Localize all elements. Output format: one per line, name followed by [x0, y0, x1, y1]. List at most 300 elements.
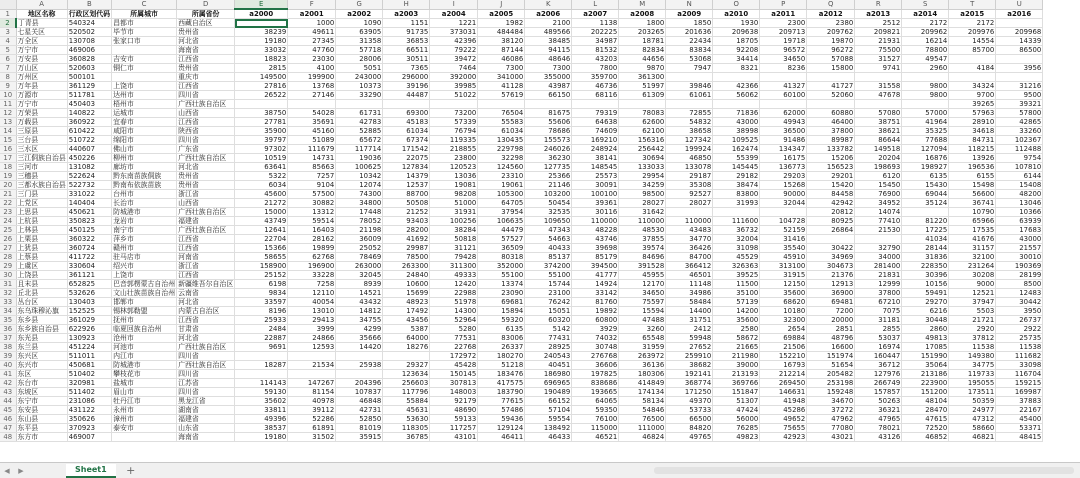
- cell[interactable]: 35600: [760, 289, 807, 298]
- cell[interactable]: 12913: [807, 280, 855, 289]
- cell[interactable]: 21272: [235, 199, 288, 208]
- cell[interactable]: 26737: [996, 316, 1043, 325]
- cell[interactable]: 西藏自治区: [177, 19, 235, 28]
- cell[interactable]: 394500: [572, 262, 619, 271]
- cell[interactable]: 东区: [16, 370, 67, 379]
- cell[interactable]: 13926: [949, 154, 996, 163]
- cell[interactable]: 30422: [807, 244, 855, 253]
- cell[interactable]: 30116: [572, 208, 619, 217]
- cell[interactable]: 77688: [902, 136, 949, 145]
- column-header-f[interactable]: F: [288, 0, 336, 9]
- row-number[interactable]: 22: [0, 199, 16, 208]
- row-number[interactable]: 44: [0, 397, 16, 406]
- cell[interactable]: 长治市: [112, 199, 177, 208]
- cell[interactable]: 14339: [996, 37, 1043, 46]
- cell[interactable]: 47760: [288, 46, 336, 55]
- cell[interactable]: [713, 100, 760, 109]
- cell[interactable]: 柳州市: [112, 154, 177, 163]
- cell[interactable]: 47962: [807, 415, 855, 424]
- cell[interactable]: 47488: [619, 316, 666, 325]
- cell[interactable]: [619, 100, 666, 109]
- cell[interactable]: 37800: [855, 289, 902, 298]
- cell[interactable]: 47424: [713, 406, 760, 415]
- cell[interactable]: [996, 73, 1043, 82]
- cell[interactable]: 368774: [666, 379, 713, 388]
- cell[interactable]: 65548: [619, 334, 666, 343]
- column-header-i[interactable]: I: [430, 0, 478, 9]
- cell[interactable]: 46433: [525, 433, 572, 442]
- cell[interactable]: 26337: [478, 343, 525, 352]
- cell[interactable]: 49547: [902, 55, 949, 64]
- cell[interactable]: 119733: [949, 370, 996, 379]
- cell[interactable]: 万安县: [16, 55, 67, 64]
- cell[interactable]: 53068: [666, 55, 713, 64]
- cell[interactable]: 39112: [288, 406, 336, 415]
- cell[interactable]: 76500: [619, 415, 666, 424]
- cell[interactable]: 511011: [67, 352, 111, 361]
- row-number[interactable]: 13: [0, 118, 16, 127]
- cell[interactable]: 23030: [288, 55, 336, 64]
- cell[interactable]: 63939: [996, 217, 1043, 226]
- cell[interactable]: 巴音郭楞蒙古自治州: [113, 280, 176, 288]
- column-header-t[interactable]: T: [949, 0, 996, 9]
- cell[interactable]: 达州市: [112, 91, 177, 100]
- cell[interactable]: 469007: [67, 433, 111, 442]
- cell[interactable]: 17492: [383, 307, 430, 316]
- cell[interactable]: 47965: [855, 415, 902, 424]
- cell[interactable]: 229798: [478, 145, 525, 154]
- cell[interactable]: 8500: [996, 280, 1043, 289]
- cell[interactable]: 39321: [996, 100, 1043, 109]
- cell[interactable]: 44656: [619, 55, 666, 64]
- cell[interactable]: 85663: [288, 163, 336, 172]
- cell[interactable]: [235, 100, 288, 109]
- cell[interactable]: 240543: [525, 352, 572, 361]
- cell[interactable]: 23800: [430, 154, 478, 163]
- cell[interactable]: 27345: [288, 37, 336, 46]
- cell[interactable]: 5503: [949, 307, 996, 316]
- cell[interactable]: 29987: [383, 244, 430, 253]
- cell[interactable]: 134347: [760, 145, 807, 154]
- cell[interactable]: 10342: [336, 172, 383, 181]
- cell[interactable]: 漳州市: [112, 415, 177, 424]
- cell[interactable]: 53733: [666, 406, 713, 415]
- cell[interactable]: 32100: [949, 253, 996, 262]
- cell[interactable]: 42366: [713, 82, 760, 91]
- cell[interactable]: 1930: [713, 19, 760, 28]
- cell[interactable]: 58484: [666, 298, 713, 307]
- cell[interactable]: 文山壮族苗族自治州: [113, 289, 176, 297]
- cell[interactable]: 361029: [67, 316, 111, 325]
- row-number[interactable]: 43: [0, 388, 16, 397]
- row-number[interactable]: 41: [0, 370, 16, 379]
- cell[interactable]: 永州市: [112, 406, 177, 415]
- cell[interactable]: 39574: [619, 244, 666, 253]
- cell[interactable]: 28910: [949, 118, 996, 127]
- cell[interactable]: 78500: [383, 253, 430, 262]
- cell[interactable]: 66511: [383, 46, 430, 55]
- cell[interactable]: 183790: [478, 388, 525, 397]
- cell[interactable]: 76794: [430, 127, 478, 136]
- cell[interactable]: 160447: [855, 352, 902, 361]
- cell[interactable]: 60320: [525, 316, 572, 325]
- cell[interactable]: 19061: [478, 181, 525, 190]
- header-cell[interactable]: a2004: [430, 9, 478, 19]
- cell[interactable]: 43987: [525, 82, 572, 91]
- cell[interactable]: 52159: [760, 226, 807, 235]
- cell[interactable]: 16214: [902, 37, 949, 46]
- header-cell[interactable]: a2005: [478, 9, 525, 19]
- cell[interactable]: 6155: [949, 172, 996, 181]
- cell[interactable]: 34618: [949, 127, 996, 136]
- cell[interactable]: 13768: [288, 82, 336, 91]
- cell[interactable]: 42783: [336, 118, 383, 127]
- cell[interactable]: 281400: [855, 262, 902, 271]
- cell[interactable]: 201636: [666, 28, 713, 37]
- cell[interactable]: 21530: [855, 226, 902, 235]
- cell[interactable]: 31157: [949, 244, 996, 253]
- cell[interactable]: 13046: [996, 199, 1043, 208]
- cell[interactable]: 57963: [949, 109, 996, 118]
- column-header-l[interactable]: L: [572, 0, 619, 9]
- cell[interactable]: 30748: [572, 343, 619, 352]
- cell[interactable]: 51218: [478, 361, 525, 370]
- header-cell[interactable]: a2009: [666, 9, 713, 19]
- cell[interactable]: 45400: [996, 415, 1043, 424]
- cell[interactable]: 44479: [478, 226, 525, 235]
- cell[interactable]: [288, 370, 336, 379]
- cell[interactable]: 49813: [902, 334, 949, 343]
- cell[interactable]: 贵州省: [177, 172, 235, 181]
- cell[interactable]: 60880: [807, 109, 855, 118]
- cell[interactable]: 147267: [288, 379, 336, 388]
- cell[interactable]: 11538: [996, 343, 1043, 352]
- cell[interactable]: 36009: [336, 235, 383, 244]
- cell[interactable]: 53037: [855, 334, 902, 343]
- cell[interactable]: 124560: [478, 163, 525, 172]
- cell[interactable]: 84820: [666, 424, 713, 433]
- cell[interactable]: 838686: [572, 379, 619, 388]
- cell[interactable]: 6120: [855, 172, 902, 181]
- cell[interactable]: 36712: [855, 361, 902, 370]
- row-number[interactable]: 34: [0, 307, 16, 316]
- add-sheet-button[interactable]: +: [126, 464, 136, 477]
- cell[interactable]: 47312: [949, 415, 996, 424]
- cell[interactable]: 110000: [572, 217, 619, 226]
- cell[interactable]: 296000: [383, 73, 430, 82]
- cell[interactable]: 35325: [902, 127, 949, 136]
- cell[interactable]: 341000: [478, 73, 525, 82]
- cell[interactable]: 万山区: [16, 64, 67, 73]
- cell[interactable]: 32044: [760, 199, 807, 208]
- cell[interactable]: 36732: [713, 226, 760, 235]
- cell[interactable]: [112, 46, 177, 55]
- cell[interactable]: 41676: [949, 235, 996, 244]
- cell[interactable]: 1138: [572, 19, 619, 28]
- cell[interactable]: 36900: [807, 289, 855, 298]
- cell[interactable]: 42731: [336, 406, 383, 415]
- cell[interactable]: 43746: [572, 235, 619, 244]
- cell[interactable]: 49396: [235, 415, 288, 424]
- cell[interactable]: 21557: [996, 244, 1043, 253]
- cell[interactable]: 河北省: [177, 37, 235, 46]
- cell[interactable]: [383, 100, 430, 109]
- cell[interactable]: 12593: [288, 343, 336, 352]
- cell[interactable]: 14400: [666, 307, 713, 316]
- cell[interactable]: 10373: [336, 82, 383, 91]
- cell[interactable]: 133033: [619, 163, 666, 172]
- cell[interactable]: 27146: [288, 91, 336, 100]
- row-number[interactable]: 12: [0, 109, 16, 118]
- cell[interactable]: 51000: [430, 199, 478, 208]
- cell[interactable]: 上虞区: [16, 262, 67, 271]
- row-number[interactable]: 1: [0, 9, 16, 19]
- cell[interactable]: 511781: [67, 91, 111, 100]
- cell[interactable]: 4184: [949, 64, 996, 73]
- cell[interactable]: 71836: [713, 109, 760, 118]
- cell[interactable]: 15498: [949, 181, 996, 190]
- cell[interactable]: 320981: [67, 379, 111, 388]
- cell[interactable]: 46501: [666, 271, 713, 280]
- cell[interactable]: 45428: [430, 361, 478, 370]
- cell[interactable]: 30448: [902, 316, 949, 325]
- cell[interactable]: 7200: [807, 307, 855, 316]
- cell[interactable]: 15450: [855, 181, 902, 190]
- cell[interactable]: 129124: [478, 424, 525, 433]
- cell[interactable]: 79428: [430, 253, 478, 262]
- cell[interactable]: 83006: [478, 334, 525, 343]
- cell[interactable]: 149518: [855, 145, 902, 154]
- cell[interactable]: 16403: [288, 226, 336, 235]
- cell[interactable]: 48104: [902, 397, 949, 406]
- cell[interactable]: 243000: [336, 73, 383, 82]
- cell[interactable]: 151990: [902, 352, 949, 361]
- cell[interactable]: [807, 235, 855, 244]
- cell[interactable]: 20204: [855, 154, 902, 163]
- row-number[interactable]: 4: [0, 37, 16, 46]
- cell[interactable]: 59350: [572, 406, 619, 415]
- cell[interactable]: 31098: [713, 244, 760, 253]
- cell[interactable]: 228350: [902, 262, 949, 271]
- cell[interactable]: 511402: [67, 388, 111, 397]
- cell[interactable]: 龙岩市: [112, 217, 177, 226]
- cell[interactable]: 213186: [902, 370, 949, 379]
- cell[interactable]: 15206: [807, 154, 855, 163]
- cell[interactable]: 53630: [383, 415, 430, 424]
- cell[interactable]: 49943: [760, 118, 807, 127]
- cell[interactable]: 上犹县: [16, 244, 67, 253]
- cell[interactable]: 96572: [760, 46, 807, 55]
- cell[interactable]: 21721: [949, 316, 996, 325]
- cell[interactable]: 16600: [807, 343, 855, 352]
- cell[interactable]: 43000: [996, 235, 1043, 244]
- cell[interactable]: 41948: [760, 397, 807, 406]
- cell[interactable]: 140822: [67, 109, 111, 118]
- cell[interactable]: 49823: [713, 433, 760, 442]
- cell[interactable]: 6135: [902, 172, 949, 181]
- column-header-m[interactable]: M: [619, 0, 666, 9]
- cell[interactable]: 3260: [619, 325, 666, 334]
- cell[interactable]: 156316: [619, 136, 666, 145]
- cell[interactable]: [572, 100, 619, 109]
- cell[interactable]: 62768: [288, 253, 336, 262]
- cell[interactable]: 22434: [666, 37, 713, 46]
- cell[interactable]: 55884: [383, 397, 430, 406]
- cell[interactable]: 江西省: [177, 316, 235, 325]
- cell[interactable]: 169210: [572, 136, 619, 145]
- cell[interactable]: 39265: [949, 100, 996, 109]
- cell[interactable]: 76242: [525, 298, 572, 307]
- header-cell[interactable]: a2016: [996, 9, 1043, 19]
- cell[interactable]: [855, 73, 902, 82]
- cell[interactable]: 51997: [619, 82, 666, 91]
- cell[interactable]: 9870: [619, 64, 666, 73]
- cell[interactable]: 74300: [336, 190, 383, 199]
- cell[interactable]: 52964: [430, 316, 478, 325]
- cell[interactable]: 廊坊市: [112, 163, 177, 172]
- cell[interactable]: 河北省: [177, 163, 235, 172]
- cell[interactable]: 28199: [996, 271, 1043, 280]
- cell[interactable]: 55606: [525, 118, 572, 127]
- cell[interactable]: 44487: [383, 91, 430, 100]
- cell[interactable]: 158900: [235, 262, 288, 271]
- cell[interactable]: 6135: [478, 325, 525, 334]
- cell[interactable]: 东兴区: [16, 352, 67, 361]
- cell[interactable]: 20000: [807, 316, 855, 325]
- cell[interactable]: 上党区: [16, 199, 67, 208]
- cell[interactable]: 万全区: [16, 37, 67, 46]
- cell[interactable]: 78052: [336, 217, 383, 226]
- cell[interactable]: 156523: [807, 163, 855, 172]
- cell[interactable]: 117257: [430, 424, 478, 433]
- row-number[interactable]: 42: [0, 379, 16, 388]
- cell[interactable]: 9834: [235, 289, 288, 298]
- cell[interactable]: 河北省: [177, 298, 235, 307]
- cell[interactable]: 36785: [383, 433, 430, 442]
- cell[interactable]: 100256: [430, 217, 478, 226]
- column-header-e[interactable]: E: [235, 0, 288, 9]
- cell[interactable]: 39361: [572, 199, 619, 208]
- cell[interactable]: 46736: [572, 82, 619, 91]
- cell[interactable]: 360922: [67, 118, 111, 127]
- cell[interactable]: 148545: [572, 163, 619, 172]
- cell[interactable]: 攀枝花市: [112, 370, 177, 379]
- cell[interactable]: 85137: [525, 253, 572, 262]
- column-header-o[interactable]: O: [713, 0, 760, 9]
- cell[interactable]: 46821: [949, 433, 996, 442]
- cell[interactable]: 55100: [525, 271, 572, 280]
- sheet-tab-sheet1[interactable]: Sheet1: [66, 464, 116, 478]
- cell[interactable]: 28144: [902, 244, 949, 253]
- cell[interactable]: 33228: [288, 271, 336, 280]
- cell[interactable]: 三穗县: [16, 172, 67, 181]
- cell[interactable]: 140404: [67, 199, 111, 208]
- cell[interactable]: 355000: [525, 73, 572, 82]
- cell[interactable]: 36136: [619, 361, 666, 370]
- cell[interactable]: 50263: [855, 397, 902, 406]
- cell[interactable]: 56062: [713, 91, 760, 100]
- cell[interactable]: 39985: [430, 82, 478, 91]
- cell[interactable]: 54028: [288, 109, 336, 118]
- cell[interactable]: [902, 208, 949, 217]
- cell[interactable]: 10600: [383, 280, 430, 289]
- cell[interactable]: 56600: [949, 190, 996, 199]
- cell[interactable]: 43483: [666, 226, 713, 235]
- cell[interactable]: 25735: [996, 334, 1043, 343]
- cell[interactable]: 12483: [996, 289, 1043, 298]
- cell[interactable]: 16974: [855, 343, 902, 352]
- column-header-h[interactable]: H: [383, 0, 430, 9]
- cell[interactable]: 45631: [383, 406, 430, 415]
- cell[interactable]: 24840: [383, 271, 430, 280]
- cell[interactable]: 3956: [996, 64, 1043, 73]
- cell[interactable]: 31181: [855, 316, 902, 325]
- cell[interactable]: 116704: [996, 370, 1043, 379]
- cell[interactable]: 18705: [713, 37, 760, 46]
- cell[interactable]: 35600: [713, 316, 760, 325]
- cell[interactable]: 8939: [336, 280, 383, 289]
- cell[interactable]: 86644: [855, 136, 902, 145]
- column-header-q[interactable]: Q: [807, 0, 855, 9]
- cell[interactable]: 1221: [430, 19, 478, 28]
- cell[interactable]: 31502: [288, 433, 336, 442]
- cell[interactable]: 29203: [760, 172, 807, 181]
- cell[interactable]: [112, 433, 177, 442]
- cell[interactable]: 60800: [572, 316, 619, 325]
- cell[interactable]: 127834: [383, 163, 430, 172]
- cell[interactable]: 34969: [807, 253, 855, 262]
- cell[interactable]: 59436: [478, 415, 525, 424]
- cell[interactable]: 171250: [666, 388, 713, 397]
- cell[interactable]: 127735: [525, 163, 572, 172]
- cell[interactable]: 57800: [996, 109, 1043, 118]
- cell[interactable]: 36321: [855, 406, 902, 415]
- cell[interactable]: [713, 73, 760, 82]
- cell[interactable]: 46850: [666, 154, 713, 163]
- cell[interactable]: 391528: [619, 262, 666, 271]
- cell[interactable]: 75597: [619, 298, 666, 307]
- cell[interactable]: 51307: [713, 397, 760, 406]
- cell[interactable]: 18276: [383, 343, 430, 352]
- cell[interactable]: 55583: [478, 118, 525, 127]
- cell[interactable]: 31358: [336, 37, 383, 46]
- cell[interactable]: 42923: [760, 433, 807, 442]
- cell[interactable]: 11500: [713, 280, 760, 289]
- cell[interactable]: 21146: [525, 181, 572, 190]
- cell[interactable]: 12170: [619, 280, 666, 289]
- cell[interactable]: 231264: [949, 262, 996, 271]
- cell[interactable]: 21198: [336, 226, 383, 235]
- cell[interactable]: 19892: [572, 307, 619, 316]
- cell[interactable]: 84696: [619, 253, 666, 262]
- cell[interactable]: 77531: [430, 334, 478, 343]
- cell[interactable]: 231086: [67, 397, 111, 406]
- cell[interactable]: 35691: [288, 118, 336, 127]
- cell[interactable]: 92179: [430, 397, 478, 406]
- cell[interactable]: 81154: [288, 388, 336, 397]
- cell[interactable]: 311300: [430, 262, 478, 271]
- cell[interactable]: 10519: [235, 154, 288, 163]
- cell[interactable]: 352000: [478, 262, 525, 271]
- cell[interactable]: 28200: [383, 226, 430, 235]
- cell[interactable]: 52885: [336, 127, 383, 136]
- cell[interactable]: 41692: [383, 235, 430, 244]
- row-number[interactable]: 10: [0, 91, 16, 100]
- row-number[interactable]: 8: [0, 73, 16, 82]
- cell[interactable]: 145445: [713, 163, 760, 172]
- cell[interactable]: 45600: [235, 190, 288, 199]
- cell[interactable]: 80318: [478, 253, 525, 262]
